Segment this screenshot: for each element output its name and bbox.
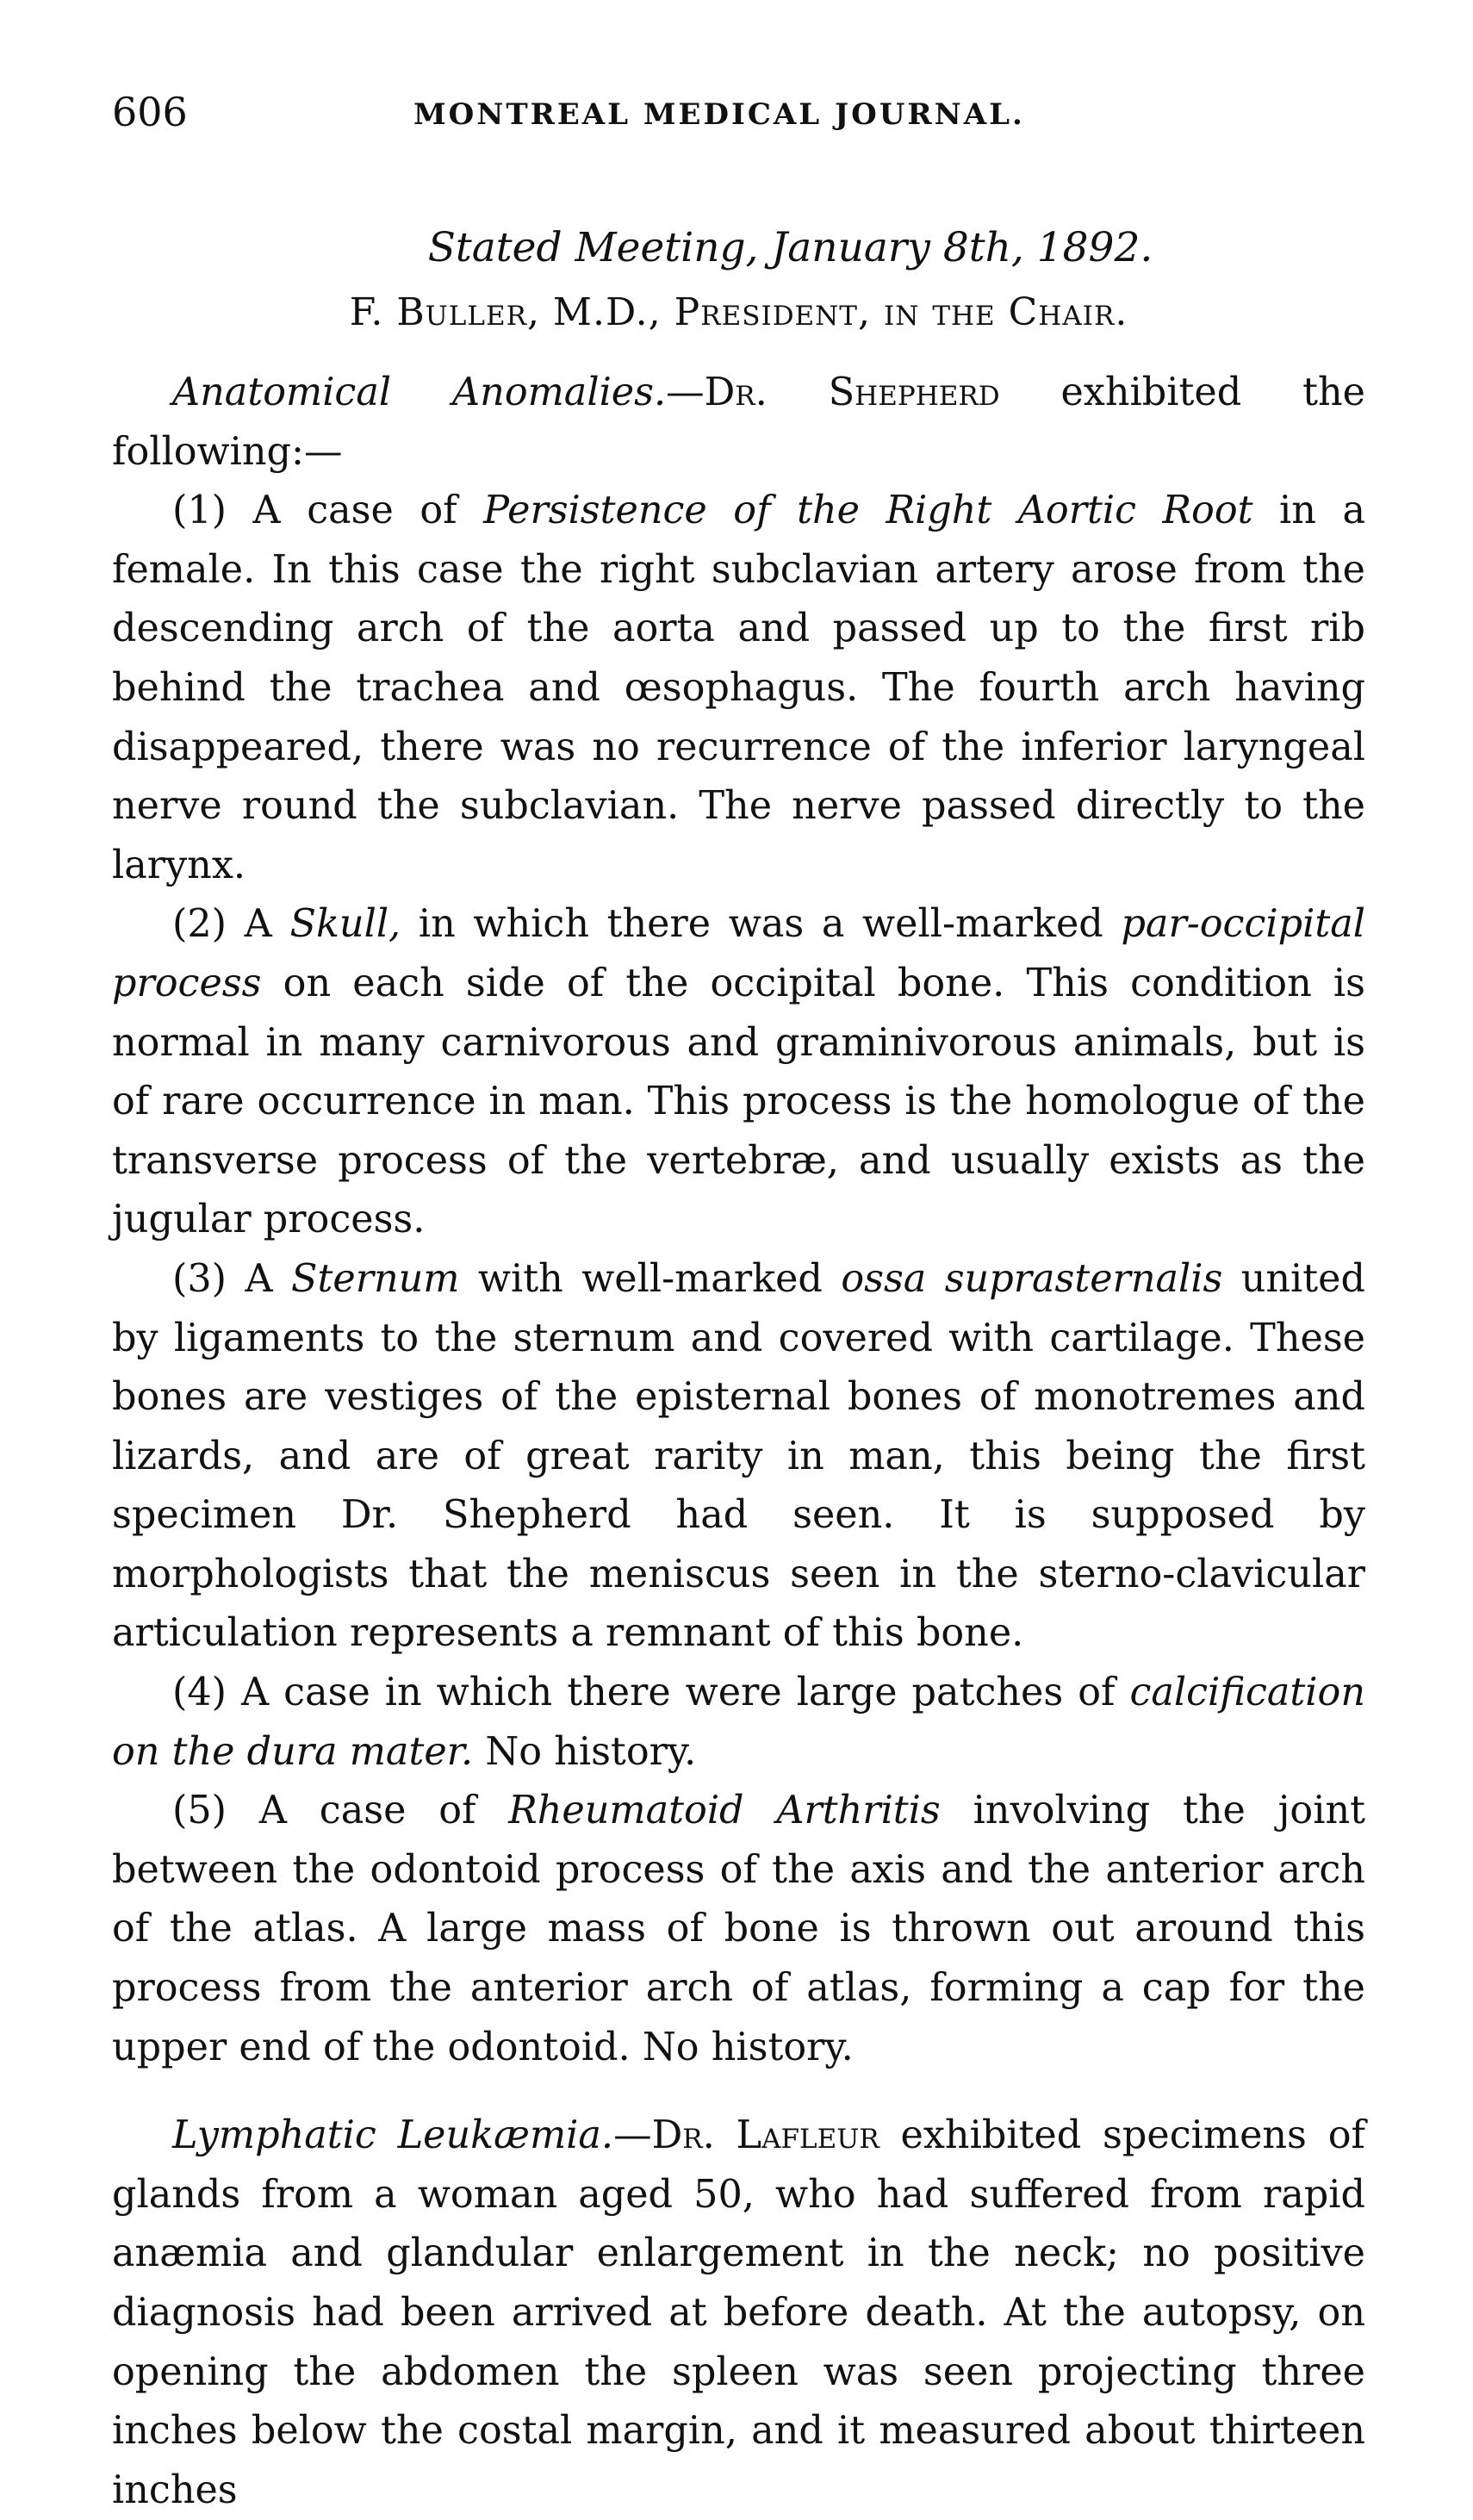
paragraph-text: (5) A case of	[172, 1789, 509, 1833]
running-head	[112, 82, 1365, 159]
emphasis-text: calcification on the dura mater.	[112, 1671, 1365, 1774]
emphasis-text: ossa suprasternalis	[841, 1256, 1223, 1301]
paragraph-text: (2) A	[172, 902, 290, 947]
dash: —	[613, 2113, 652, 2158]
paragraph-anatomical-anomalies	[112, 364, 1365, 482]
paragraph-text: exhibited the following:—	[112, 370, 1365, 474]
chair-line	[112, 290, 1365, 334]
meeting-title	[215, 224, 1365, 271]
emphasis-text: Skull,	[289, 902, 401, 947]
paragraph-case-4	[112, 1664, 1365, 1782]
paragraph-lymphatic-leukaemia	[112, 2106, 1365, 2520]
paragraph-text: on each side of the occipital bone. This condition is normal in many carnivorous and graminivorous animals, but is of rare occurrence in man. This process is the homologue of the transverse process of the vertebræ, and usually exists as the jugular process.	[112, 961, 1365, 1242]
paragraph-case-1	[112, 482, 1365, 895]
paragraph-text: No history.	[473, 1729, 697, 1774]
paragraph-case-5	[112, 1782, 1365, 2077]
meeting-title-text: Stated Meeting, January 8th, 1892.	[427, 224, 1153, 271]
journal-page	[112, 82, 1365, 2520]
section-heading: Anatomical Anomalies.	[172, 370, 667, 414]
paragraph-text: with well-marked	[459, 1256, 842, 1301]
paragraph-text: (4) A case in which there were large patches of	[172, 1671, 1130, 1715]
chair-name: F. Buller, M.D.,	[349, 290, 662, 334]
emphasis-text: Rheumatoid Arthritis	[508, 1789, 941, 1833]
paragraph-text: in which there was a well-marked	[401, 902, 1122, 947]
emphasis-text: Persistence of the Right Aortic Root	[483, 488, 1253, 533]
paragraph-case-2	[112, 895, 1365, 1250]
paragraph-text: exhibited specimens of glands from a woman aged 50, who had suffered from rapid anæmia and glandular enlargement in the neck; no positive diagnosis had been arrived at before death. At the autopsy, on opening the abdomen the spleen was seen projecting three inches below the costal margin, and it measured about thirteen inches	[112, 2113, 1365, 2512]
paragraph-text: united by ligaments to the sternum and covered with cartilage. These bones are vestiges of the episternal bones of monotremes and lizards, and are of great rarity in man, this being the first specimen Dr. Shepherd had seen. It is supposed by morphologists that the meniscus seen in the sterno-clavicular articulation represents a remnant of this bone.	[112, 1256, 1365, 1656]
section-heading: Lymphatic Leukæmia.	[172, 2113, 614, 2158]
speaker-name: Dr. Shepherd	[704, 370, 1000, 414]
paragraph-text: (3) A	[172, 1256, 291, 1301]
chair-role: President, in the Chair.	[674, 290, 1128, 334]
dash: —	[666, 370, 705, 414]
emphasis-text: par-occipital process	[112, 902, 1365, 1005]
page-number: 606	[112, 89, 188, 135]
paragraph-text: in a female. In this case the right subclavian artery arose from the descending arch of the aorta and passed up to the first rib behind the trachea and œsophagus. The fourth arch having disappeared, there was no recurrence of the inferior laryngeal nerve round the subclavian. The nerve passed directly to the larynx.	[112, 488, 1365, 887]
emphasis-text: Sternum	[291, 1256, 460, 1301]
speaker-name: Dr. Lafleur	[651, 2113, 879, 2158]
journal-title: MONTREAL MEDICAL JOURNAL.	[413, 97, 1025, 132]
paragraph-text: (1) A case of	[172, 488, 484, 533]
paragraph-text: involving the joint between the odontoid process of the axis and the anterior arch of the atlas. A large mass of bone is thrown out around this process from the anterior arch of atlas, forming a cap for the upper end of the odontoid. No history.	[112, 1789, 1365, 2069]
paragraph-case-3	[112, 1250, 1365, 1664]
